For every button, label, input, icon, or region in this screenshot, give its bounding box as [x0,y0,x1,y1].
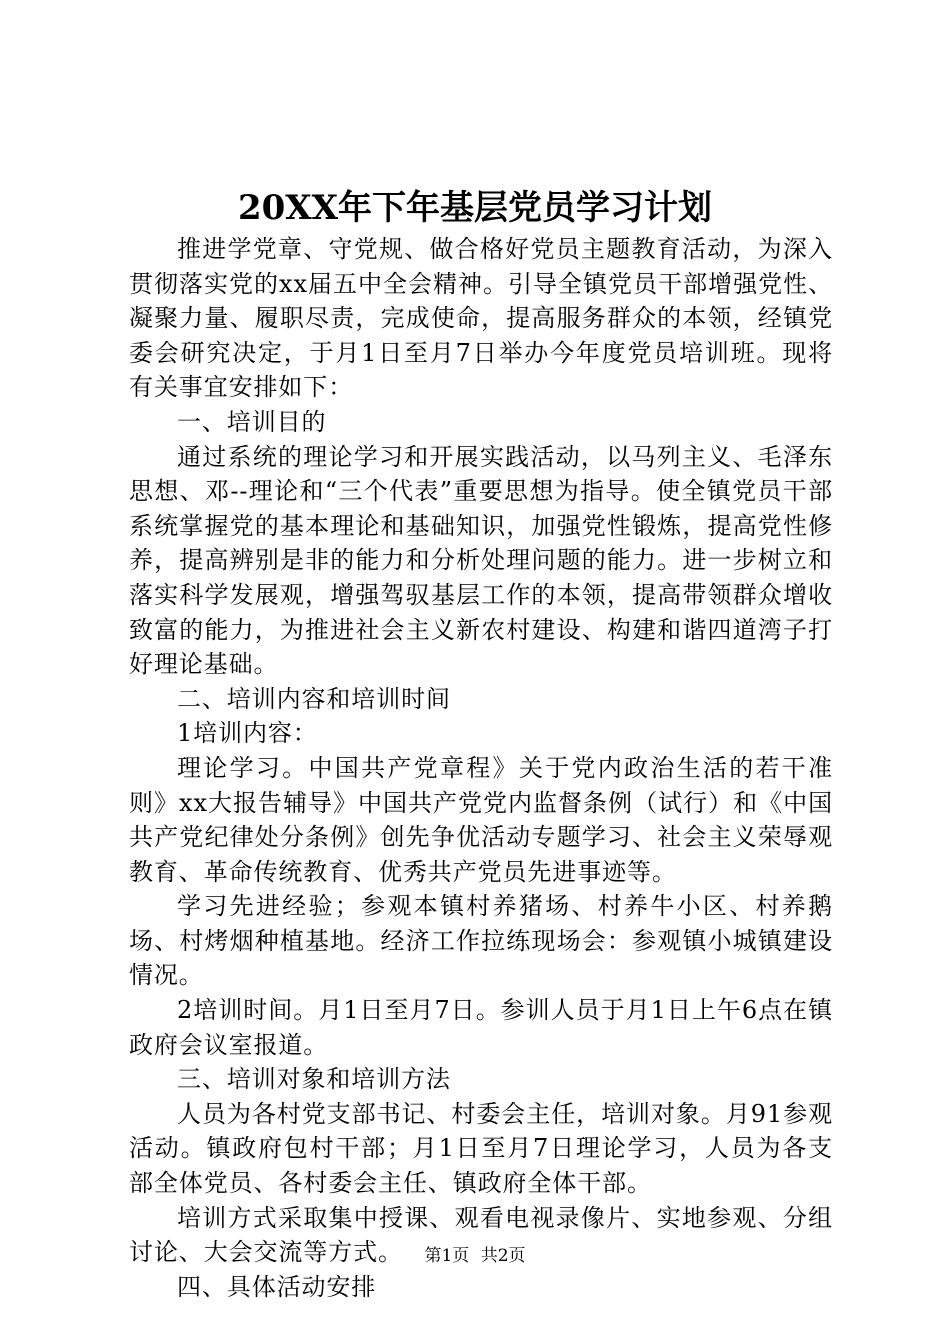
paragraph-purpose: 通过系统的理论学习和开展实践活动，以马列主义、毛泽东思想、邓--理论和“三个代表”重要思想为指导。使全镇党员干部系统掌握党的基本理论和基础知识，加强党性锻炼，提高党性修养，提高辨别是非的能力和分析处理问题的能力。进一步树立和落实科学发展观，增强驾驭基层工作的本领，提高带领群众增收致富的能力，为推进社会主义新农村建设、构建和谐四道湾子打好理论基础。 [129,442,833,679]
paragraph-theory: 理论学习。中国共产党章程》关于党内政治生活的若干准则》xx大报告辅导》中国共产党党内监督条例（试行）和《中国共产党纪律处分条例》创先争优活动专题学习、社会主义荣辱观教育、革命传统教育、优秀共产党员先进事迹等。 [129,753,833,886]
paragraph-experience: 学习先进经验；参观本镇村养猪场、村养牛小区、村养鹅场、村烤烟种植基地。经济工作拉练现场会：参观镇小城镇建设情况。 [129,892,833,990]
paragraph-participants: 人员为各村党支部书记、村委会主任，培训对象。月91参观活动。镇政府包村干部；月1日至月7日理论学习，人员为各支部全体党员、各村委会主任、镇政府全体干部。 [129,1099,833,1198]
section-heading-1: 一、培训目的 [177,407,327,436]
page-total: 共2页 [480,1246,526,1266]
page-footer [0,1244,950,1268]
section-heading-2: 二、培训内容和培训时间 [177,684,451,713]
paragraph-methods: 培训方式采取集中授课、观看电视录像片、实地参观、分组讨论、大会交流等方式。 [129,1203,833,1267]
paragraph-intro: 推进学党章、守党规、做合格好党员主题教育活动，为深入贯彻落实党的xx届五中全会精神。引导全镇党员干部增强党性、凝聚力量、履职尽责，完成使命，提高服务群众的本领，经镇党委会研究决定，于月1日至月7日举办今年度党员培训班。现将有关事宜安排如下： [129,235,833,402]
page-number: 第1页 [424,1246,470,1266]
document-body [129,232,833,1304]
paragraph-time: 2培训时间。月1日至月7日。参训人员于月1日上午6点在镇政府会议室报道。 [129,996,833,1059]
section-heading-4: 四、具体活动安排 [177,1272,377,1301]
section-heading-3: 三、培训对象和培训方法 [177,1065,451,1094]
subheading-content: 1培训内容： [177,719,318,748]
document-title: 20XX年下年基层党员学习计划 [237,188,713,228]
